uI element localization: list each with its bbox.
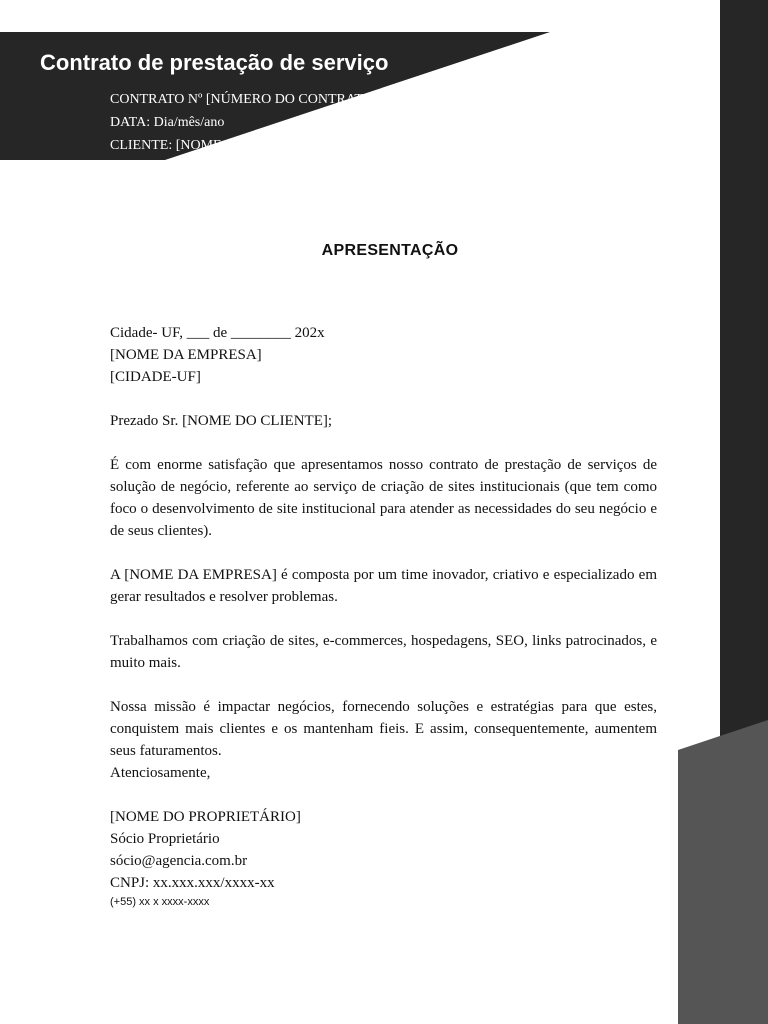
paragraph-services: Trabalhamos com criação de sites, e-commerces, hospedagens, SEO, links patrocinados, e muito mais. (110, 633, 657, 671)
place-date-line: Cidade- UF, ___ de ________ 202x (110, 325, 325, 341)
document-title: Contrato de prestação de serviço (40, 50, 389, 75)
company-cnpj: CNPJ: xx.xxx.xxx/xxxx-xx (110, 875, 275, 891)
company-name: [NOME DA EMPRESA] (110, 347, 262, 363)
paragraph-company: A [NOME DA EMPRESA] é composta por um time inovador, criativo e especializado em gerar resultados e resolver problemas. (110, 567, 657, 605)
section-heading: APRESENTAÇÃO (321, 242, 459, 259)
paragraph-mission: Nossa missão é impactar negócios, fornecendo soluções e estratégias para que estes, conquistem mais clientes e os mantenham fieis. E assim, consequentemente, aumentem seus faturamentos. (110, 699, 657, 759)
paragraph-intro: É com enorme satisfação que apresentamos nosso contrato de prestação de serviços de solução de negócio, referente ao serviço de criação de sites institucionais (que tem como foco o desenvolvimento de site institucional para atender as necessidades do seu negócio e de seus clientes). (110, 457, 657, 539)
side-decoration-grey (678, 720, 768, 1024)
owner-role: Sócio Proprietário (110, 831, 220, 847)
owner-name: [NOME DO PROPRIETÁRIO] (110, 809, 301, 825)
company-city: [CIDADE-UF] (110, 369, 201, 385)
owner-email: sócio@agencia.com.br (110, 853, 248, 869)
owner-phone: (+55) xx x xxxx-xxxx (110, 896, 210, 908)
contract-number: CONTRATO Nº [NÚMERO DO CONTRATO] (110, 92, 378, 107)
letter-body (110, 322, 657, 909)
contract-date: DATA: Dia/mês/ano (110, 115, 225, 130)
greeting: Prezado Sr. [NOME DO CLIENTE]; (110, 413, 333, 429)
closing: Atenciosamente, (110, 765, 211, 781)
contract-client: CLIENTE: [NOME DO CLIENTE] (110, 138, 312, 153)
